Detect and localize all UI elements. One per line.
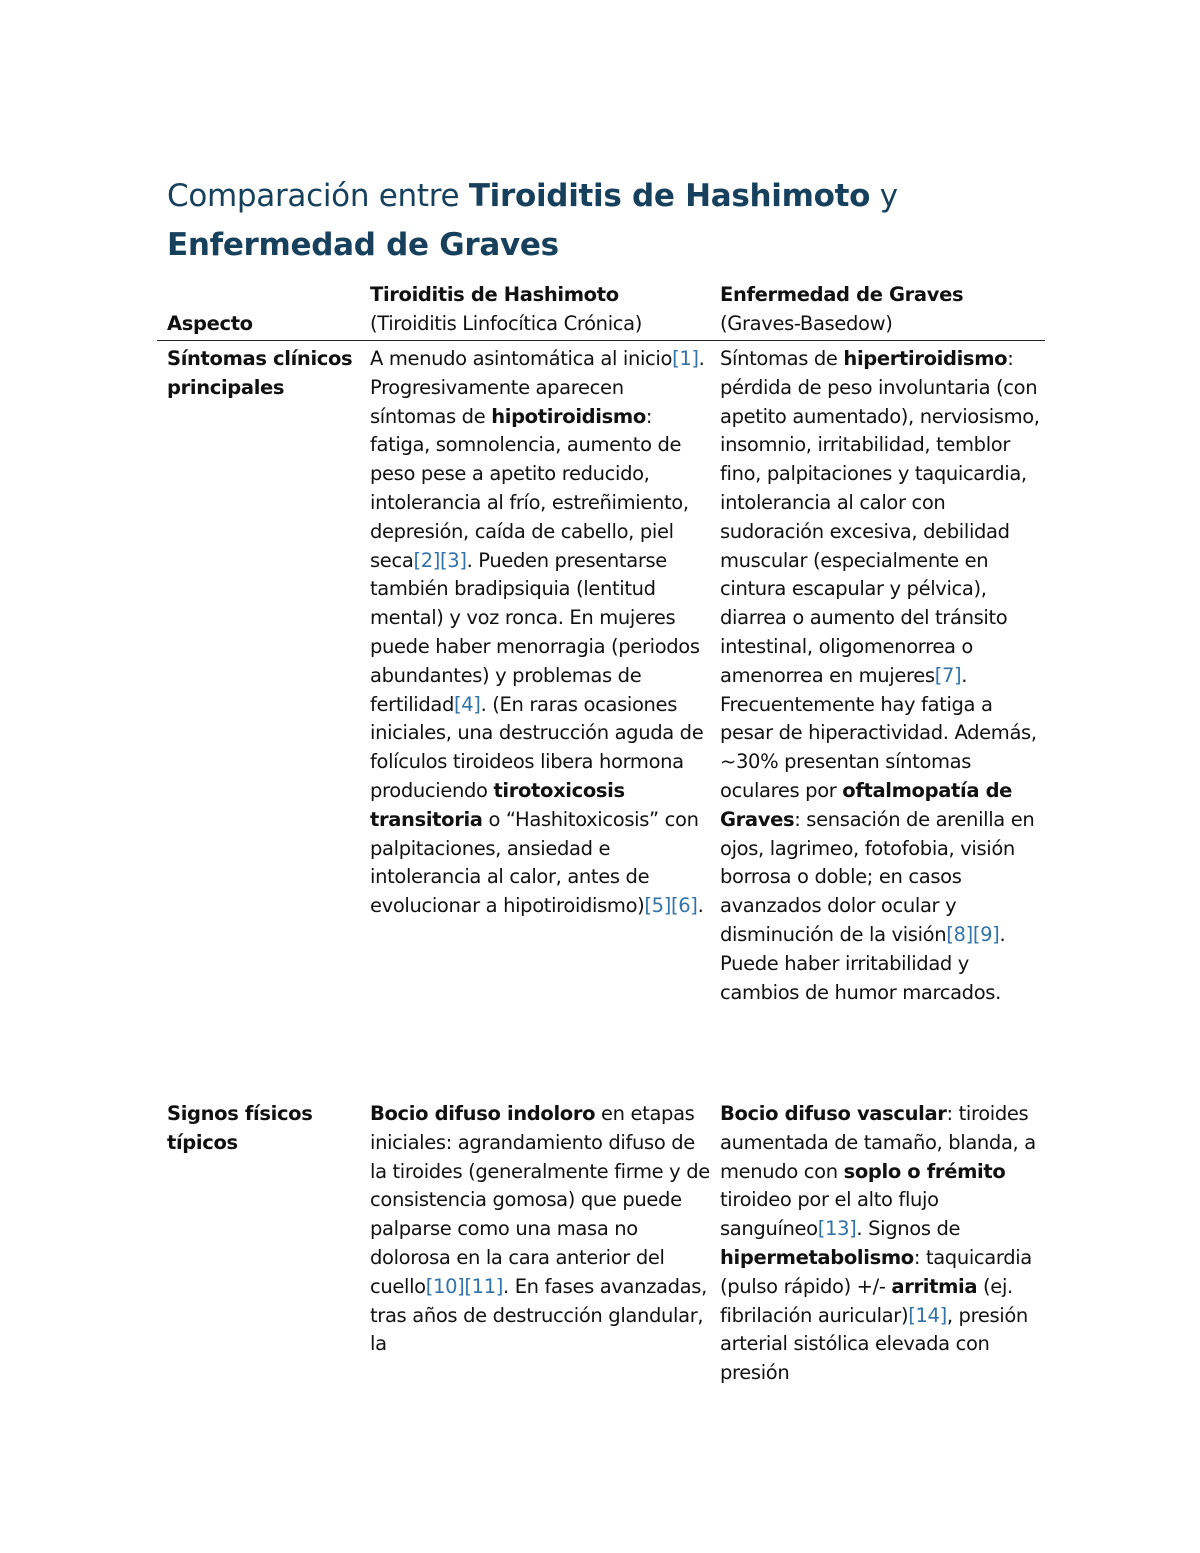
- cell-text: , presión arterial sistólica elevada con presión: [720, 1303, 1028, 1385]
- row-hashimoto-cell: [360, 341, 710, 1096]
- bold-term: soplo o frémito: [843, 1159, 1006, 1183]
- table-header-row: [157, 283, 1045, 341]
- row-aspect: Signos físicos típicos: [167, 1102, 313, 1154]
- citation-link[interactable]: [2][3]: [413, 548, 467, 572]
- cell-text: A menudo asintomática al inicio: [370, 347, 673, 370]
- cell-text: : taquicardia (pulso rápido) +/-: [720, 1245, 1032, 1298]
- table-row: [157, 1096, 1045, 1396]
- cell-text: . Pueden presentarse también bradipsiquia (lentitud mental) y voz ronca. En mujeres puede haber menorragia (periodos abundantes) y problemas de fertilidad: [370, 548, 700, 716]
- citation-link[interactable]: [7]: [934, 663, 962, 687]
- cell-text: : sensación de arenilla en ojos, lagrimeo, fotofobia, visión borrosa o doble; en casos avanzados dolor ocular y disminución de la visión: [720, 807, 1035, 946]
- cell-text: en etapas iniciales: agrandamiento difuso de la tiroides (generalmente firme y de consistencia gomosa) que puede palparse como una masa no dolorosa en la cara anterior del cuello: [370, 1102, 710, 1298]
- cell-text: : pérdida de peso involuntaria (con apetito aumentado), nerviosismo, insomnio, irritabilidad, temblor fino, palpitaciones y taquicardia, intolerancia al calor con sudoración excesiva, debilidad muscular (especialmente en cintura escapular y pélvica), diarrea o aumento del tránsito intestinal, oligomenorrea o amenorrea en mujeres: [720, 347, 1040, 687]
- title-hashimoto: Tiroiditis de Hashimoto: [468, 178, 871, 214]
- row-hashimoto-cell: [360, 1096, 710, 1396]
- header-hashimoto-subtitle: (Tiroiditis Linfocítica Crónica): [370, 311, 642, 335]
- cell-text: (ej. fibrilación auricular): [720, 1274, 1013, 1327]
- table-row: [157, 341, 1045, 1096]
- title-text-part1: Comparación entre: [167, 178, 469, 214]
- cell-text: . Signos de: [856, 1217, 961, 1241]
- citation-link[interactable]: [8][9]: [946, 922, 1000, 946]
- header-aspect: Aspecto: [167, 311, 253, 335]
- header-graves: [710, 281, 1045, 338]
- citation-link[interactable]: [5][6]: [644, 894, 698, 918]
- title-text-part2: y: [870, 178, 898, 214]
- row-graves-cell: [710, 341, 1045, 1096]
- citation-link[interactable]: [4]: [453, 692, 481, 716]
- title-graves: Enfermedad de Graves: [167, 227, 559, 263]
- bold-term: hipermetabolismo: [720, 1245, 914, 1269]
- header-hashimoto-title: Tiroiditis de Hashimoto: [370, 283, 619, 306]
- citation-link[interactable]: [10][11]: [425, 1274, 504, 1298]
- row-graves-cell: [710, 1096, 1045, 1396]
- header-graves-title: Enfermedad de Graves: [720, 283, 964, 306]
- cell-text: . Frecuentemente hay fatiga a pesar de hiperactividad. Además, ~30% presentan síntomas oculares por: [720, 663, 1037, 802]
- cell-text: : tiroides aumentada de tamaño, blanda, a menudo con: [720, 1102, 1036, 1183]
- cell-text: o “Hashitoxicosis” con palpitaciones, ansiedad e intolerancia al calor, antes de evolucionar a hipotiroidismo): [370, 807, 699, 918]
- cell-text: . (En raras ocasiones iniciales, una destrucción aguda de folículos tiroideos libera hormona produciendo: [370, 692, 704, 802]
- row-aspect: Síntomas clínicos principales: [167, 347, 353, 399]
- bold-term: Bocio difuso indoloro: [370, 1102, 596, 1125]
- bold-term: Bocio difuso vascular: [720, 1102, 947, 1125]
- cell-text: Síntomas de: [720, 347, 844, 370]
- cell-text: .: [697, 894, 704, 918]
- citation-link[interactable]: [14]: [908, 1303, 947, 1327]
- cell-text: . Puede haber irritabilidad y cambios de humor marcados.: [720, 922, 1006, 1004]
- page-title: [167, 172, 1067, 270]
- citation-link[interactable]: [13]: [817, 1217, 857, 1241]
- bold-term: tirotoxicosis transitoria: [370, 778, 625, 831]
- cell-text: : fatiga, somnolencia, aumento de peso pese a apetito reducido, intolerancia al frío, estreñimiento, depresión, caída de cabello, piel seca: [370, 404, 689, 572]
- cell-text: . Progresivamente aparecen síntomas de: [370, 347, 705, 428]
- header-graves-subtitle: (Graves-Basedow): [720, 311, 893, 335]
- bold-term: hipotiroidismo: [491, 404, 646, 428]
- bold-term: arritmia: [891, 1274, 978, 1298]
- bold-term: hipertiroidismo: [843, 347, 1008, 370]
- cell-text: . En fases avanzadas, tras años de destrucción glandular, la: [370, 1274, 707, 1356]
- comparison-table: [157, 283, 1045, 1396]
- citation-link[interactable]: [1]: [672, 347, 699, 370]
- bold-term: oftalmopatía de Graves: [720, 778, 1013, 831]
- header-hashimoto: [360, 281, 710, 338]
- cell-text: tiroideo por el alto flujo sanguíneo: [720, 1188, 939, 1241]
